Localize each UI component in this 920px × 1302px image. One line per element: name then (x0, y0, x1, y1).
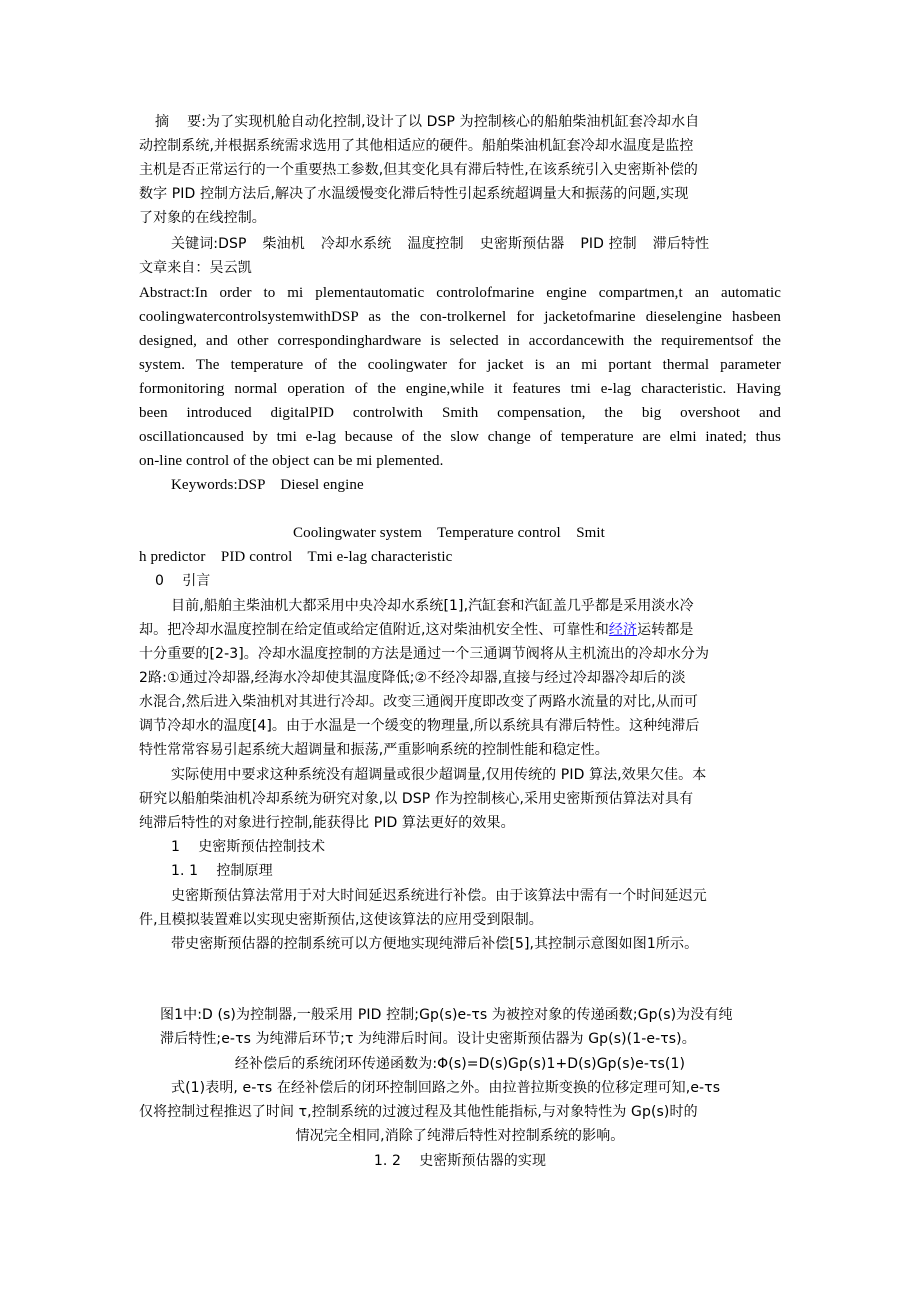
abstract-cn-text-1: 为了实现机舱自动化控制,设计了以 DSP 为控制核心的船舶柴油机缸套冷却水自 (206, 114, 700, 130)
keywords-en-line-1: Keywords:DSP Diesel engine (171, 477, 364, 493)
keywords-en-line-2: Coolingwater system Temperature control Smit (293, 525, 605, 541)
section-1-heading: 1 史密斯预估控制技术 (171, 839, 326, 855)
intro-para1-line-5: 水混合,然后进入柴油机对其进行冷却。改变三通阀开度即改变了两路水流量的对比,从而可 (139, 694, 698, 710)
abstract-cn-line-4: 数字 PID 控制方法后,解决了水温缓慢变化滞后特性引起系统超调量大和振荡的问题,实现 (139, 186, 689, 202)
keyword-cn: 温度控制 (407, 236, 464, 252)
abstract-en-line-3: designed, and other correspondinghardware is selected in accordancewith the requirementsof the (139, 333, 781, 349)
intro-para1-line-3: 十分重要的[2-3]。冷却水温度控制的方法是通过一个三通调节阀将从主机流出的冷却水分为 (139, 646, 710, 662)
formula-explain-line-1: 式(1)表明, e-τs 在经补偿后的闭环控制回路之外。由拉普拉斯变换的位移定理可知,e-τs (171, 1080, 721, 1096)
abstract-cn-line-1 (155, 110, 781, 134)
abstract-en-line-8: on-line control of the object can be mi plemented. (139, 453, 444, 469)
intro-para2-line-1: 实际使用中要求这种系统没有超调量或很少超调量,仅用传统的 PID 算法,效果欠佳。本 (171, 767, 707, 783)
intro-para2-line-2: 研究以船舶柴油机冷却系统为研究对象,以 DSP 作为控制核心,采用史密斯预估算法对具有 (139, 791, 694, 807)
principle-para2: 带史密斯预估器的控制系统可以方便地实现纯滞后补偿[5],其控制示意图如图1所示。 (171, 936, 699, 952)
keywords-cn (171, 232, 781, 256)
section-0-heading: 0 引言 (155, 573, 211, 589)
intro-para1-line-2-before: 却。把冷却水温度控制在给定值或给定值附近,这对柴油机安全性、可靠性和 (139, 622, 609, 638)
keyword-cn: 史密斯预估器 (479, 236, 565, 252)
intro-para2-line-3: 纯滞后特性的对象进行控制,能获得比 PID 算法更好的效果。 (139, 815, 515, 831)
keyword-cn: DSP (218, 236, 247, 252)
intro-para1-line-7: 特性常常容易引起系统大超调量和振荡,严重影响系统的控制性能和稳定性。 (139, 742, 609, 758)
principle-para1-line-2: 件,且模拟装置难以实现史密斯预估,这使该算法的应用受到限制。 (139, 912, 543, 928)
intro-para1-line-2-after: 运转都是 (637, 622, 694, 638)
keyword-cn: 滞后特性 (652, 236, 710, 252)
abstract-label-b: 要: (187, 114, 207, 130)
formula-line: 经补偿后的系统闭环传递函数为:Φ(s)=D(s)Gp(s)1+D(s)Gp(s)e-τs(1) (234, 1056, 686, 1072)
economy-link[interactable]: 经济 (608, 622, 638, 638)
formula-explain-line-3: 情况完全相同,消除了纯滞后特性对控制系统的影响。 (295, 1128, 625, 1144)
abstract-cn-line-3: 主机是否正常运行的一个重要热工参数,但其变化具有滞后特性,在该系统引入史密斯补偿的 (139, 162, 698, 178)
intro-para1-line-1: 目前,船舶主柴油机大都采用中央冷却水系统[1],汽缸套和汽缸盖几乎都是采用淡水冷 (171, 598, 694, 614)
abstract-cn-line-5: 了对象的在线控制。 (139, 210, 266, 226)
keywords-en-line-3: h predictor PID control Tmi e-lag characteristic (139, 549, 453, 565)
abstract-cn-line-2: 动控制系统,并根据系统需求选用了其他相适应的硬件。船舶柴油机缸套冷却水温度是监控 (139, 138, 694, 154)
keyword-cn: 冷却水系统 (320, 236, 392, 252)
article-source: 文章来自：吴云凯 (139, 260, 252, 276)
section-1-1-heading: 1. 1 控制原理 (171, 863, 273, 879)
figure-caption-line-2: 滞后特性;e-τs 为纯滞后环节;τ 为纯滞后时间。设计史密斯预估器为 Gp(s)(1-e-τs)。 (160, 1031, 696, 1047)
abstract-label-a: 摘 (155, 114, 170, 130)
principle-para1-line-1: 史密斯预估算法常用于对大时间延迟系统进行补偿。由于该算法中需有一个时间延迟元 (171, 888, 707, 904)
intro-para1-line-6: 调节冷却水的温度[4]。由于水温是一个缓变的物理量,所以系统具有滞后特性。这种纯滞后 (139, 718, 700, 734)
abstract-en-line-5: formonitoring normal operation of the engine,while it features tmi e-lag characteristic. Having (139, 381, 781, 397)
abstract-en-line-1: Abstract:In order to mi plementautomatic controlofmarine engine compartmen,t an automatic (139, 285, 781, 301)
abstract-en-line-4: system. The temperature of the coolingwater for jacket is an mi portant thermal parameter (139, 357, 781, 373)
section-1-2-heading: 1. 2 史密斯预估器的实现 (373, 1153, 547, 1169)
abstract-en-line-7: oscillationcaused by tmi e-lag because of the slow change of temperature are elmi inated; thus (139, 429, 781, 445)
keyword-cn: 柴油机 (262, 236, 305, 252)
formula-explain-line-2: 仅将控制过程推迟了时间 τ,控制系统的过渡过程及其他性能指标,与对象特性为 Gp(s)时的 (139, 1104, 698, 1120)
intro-para1-line-4: 2路:①通过冷却器,经海水冷却使其温度降低;②不经冷却器,直接与经过冷却器冷却后的淡 (139, 670, 686, 686)
abstract-en-line-6: been introduced digitalPID controlwith Smith compensation, the big overshoot and (139, 405, 781, 421)
intro-para1-line-2 (139, 618, 781, 642)
abstract-en-line-2: coolingwatercontrolsystemwithDSP as the con-trolkernel for jacketofmarine dieselengine hasbeen (139, 309, 781, 325)
keywords-cn-label: 关键词: (171, 236, 219, 252)
figure-caption-line-1: 图1中:D (s)为控制器,一般采用 PID 控制;Gp(s)e-τs 为被控对象的传递函数;Gp(s)为没有纯 (160, 1007, 733, 1023)
keyword-cn: PID 控制 (580, 236, 637, 252)
